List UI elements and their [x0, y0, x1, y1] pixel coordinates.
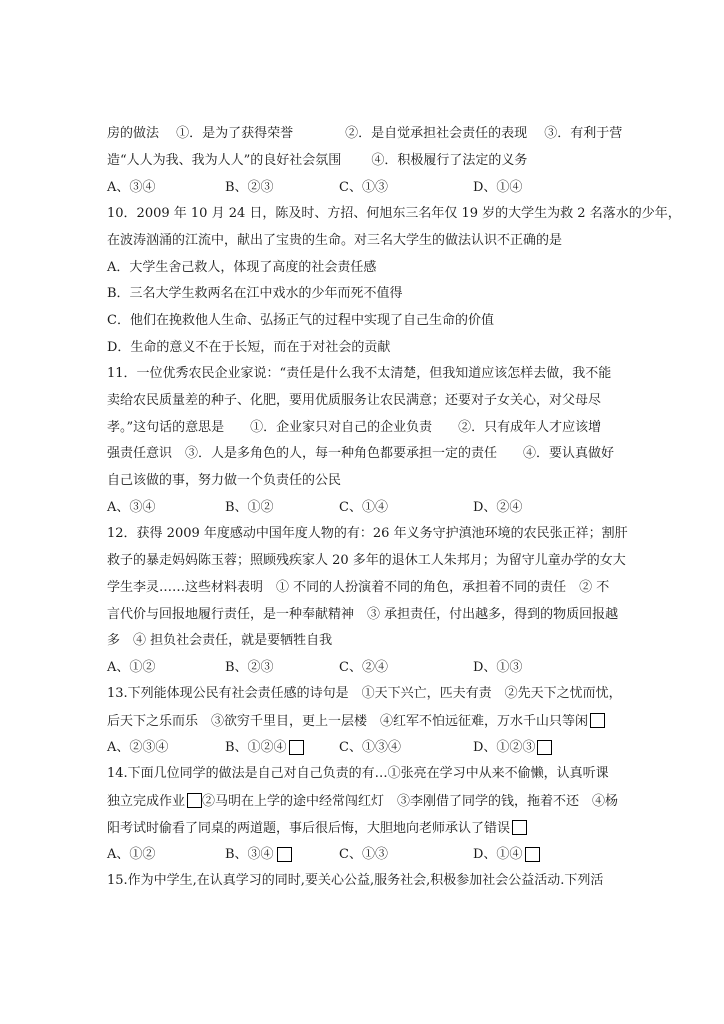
document-line	[107, 286, 403, 302]
answer-option: C、①④	[339, 500, 388, 515]
line-text: 13.下列能体现公民有社会责任感的诗句是 ①天下兴亡，匹夫有责 ②先天下之忧而忧，	[107, 686, 622, 701]
document-line	[107, 153, 527, 169]
answer-box	[525, 847, 540, 862]
document-line	[107, 580, 609, 596]
line-text: A．大学生舍己救人，体现了高度的社会责任感	[107, 260, 377, 275]
answer-box	[590, 713, 605, 728]
document-line	[107, 820, 527, 837]
answer-option: A、①②	[107, 847, 156, 862]
line-text: 10．2009 年 10 月 24 日，陈及时、方招、何旭东三名年仅 19 岁的大学生为救 2 名落水的少年，	[107, 206, 681, 221]
document-line	[107, 340, 390, 356]
answer-box	[187, 793, 202, 808]
answer-box	[512, 820, 527, 835]
line-text: 强责任意识 ③．人是多角色的人，每一种角色都要承担一定的责任 ④．要认真做好	[107, 446, 615, 461]
answer-option: D、①④	[473, 180, 523, 195]
line-text: 11．一位优秀农民企业家说：“责任是什么我不太清楚，但我知道应该怎样去做，我不能	[107, 366, 612, 381]
line-text: 学生李灵……这些材料表明 ① 不同的人扮演着不同的角色，承担着不同的责任 ② 不	[107, 580, 610, 595]
document-line	[107, 420, 601, 436]
answer-option: C、①③④	[339, 740, 401, 755]
document-line	[107, 766, 609, 782]
line-text: 独立完成作业	[107, 794, 186, 809]
answer-option: B、①②	[225, 500, 274, 515]
document-line	[107, 260, 376, 276]
answer-option: B、②③	[225, 180, 274, 195]
answer-option: C、②④	[339, 660, 388, 675]
line-text: 造“人人为我、我为人人”的良好社会氛围 ④．积极履行了法定的义务	[107, 153, 528, 168]
line-text: 救子的暴走妈妈陈玉蓉；照顾残疾家人 20 多年的退休工人朱邦月；为留守儿童办学的女大	[107, 553, 626, 568]
answer-option: A、③④	[107, 180, 156, 195]
line-text: 言代价与回报地履行责任，是一种奉献精神 ③ 承担责任，付出越多，得到的物质回报越	[107, 607, 619, 622]
answer-option: D、①④	[473, 847, 523, 862]
line-text: B．三名大学生救两名在江中戏水的少年而死不值得	[107, 286, 403, 301]
line-text: 阳考试时偷看了同桌的两道题，事后很后悔，大胆地向老师承认了错误	[107, 821, 511, 836]
document-line	[107, 393, 601, 409]
line-text: 12．获得 2009 年度感动中国年度人物的有：26 年义务守护滇池环境的农民张正祥；割肝	[107, 526, 628, 541]
document-line	[107, 873, 603, 889]
document-line	[107, 366, 611, 382]
line-text: 14.下面几位同学的做法是自己对自己负责的有…①张亮在学习中从来不偷懒，认真听课	[107, 766, 609, 781]
line-text: D．生命的意义不在于长短，而在于对社会的贡献	[107, 340, 391, 355]
answer-option: B、②③	[225, 660, 274, 675]
line-text: 后天下之乐而乐 ③欲穷千里目，更上一层楼 ④红军不怕远征难，万水千山只等闲	[107, 714, 589, 729]
answer-box	[289, 740, 304, 755]
line-text: 多 ④ 担负社会责任，就是要牺牲自我	[107, 633, 333, 648]
line-text-tail: ②马明在上学的途中经常闯红灯 ③李刚借了同学的钱，拖着不还 ④杨	[202, 794, 619, 809]
answer-option: A、②③④	[107, 740, 169, 755]
document-line	[107, 126, 622, 142]
line-text: 房的做法 ①．是为了获得荣誉 ②．是自觉承担社会责任的表现 ③．有利于营	[107, 126, 623, 141]
document-line	[107, 446, 614, 462]
document-line	[107, 553, 626, 569]
line-text: 在波涛汹涌的江流中，献出了宝贵的生命。对三名大学生的做法认识不正确的是	[107, 233, 563, 248]
answer-option: C、①③	[339, 847, 388, 862]
document-line	[107, 473, 341, 489]
answer-option: B、①②④	[225, 740, 287, 755]
answer-option: A、①②	[107, 660, 156, 675]
line-text: C．他们在挽救他人生命、弘扬正气的过程中实现了自己生命的价值	[107, 313, 494, 328]
line-text: 卖给农民质量差的种子、化肥，要用优质服务让农民满意；还要对子女关心，对父母尽	[107, 393, 602, 408]
answer-option: C、①③	[339, 180, 388, 195]
line-text: 15.作为中学生,在认真学习的同时,要关心公益,服务社会,积极参加社会公益活动.下列活	[107, 873, 604, 888]
line-text: 孝。”这句话的意思是 ①．企业家只对自己的企业负责 ②．只有成年人才应该增	[107, 420, 602, 435]
document-line	[107, 206, 681, 222]
document-line	[107, 793, 618, 810]
document-line	[107, 686, 622, 702]
document-line	[107, 313, 494, 329]
answer-option: B、③④	[225, 847, 274, 862]
answer-option: A、③④	[107, 500, 156, 515]
answer-box	[277, 847, 292, 862]
line-text: 自己该做的事，努力做一个负责任的公民	[107, 473, 342, 488]
document-line	[107, 526, 628, 542]
answer-option: D、①③	[473, 660, 523, 675]
answer-option: D、②④	[473, 500, 523, 515]
document-line	[107, 713, 605, 730]
document-line	[107, 633, 332, 649]
document-line	[107, 607, 618, 623]
answer-option: D、①②③	[473, 740, 536, 755]
answer-box	[537, 740, 552, 755]
document-line	[107, 233, 562, 249]
